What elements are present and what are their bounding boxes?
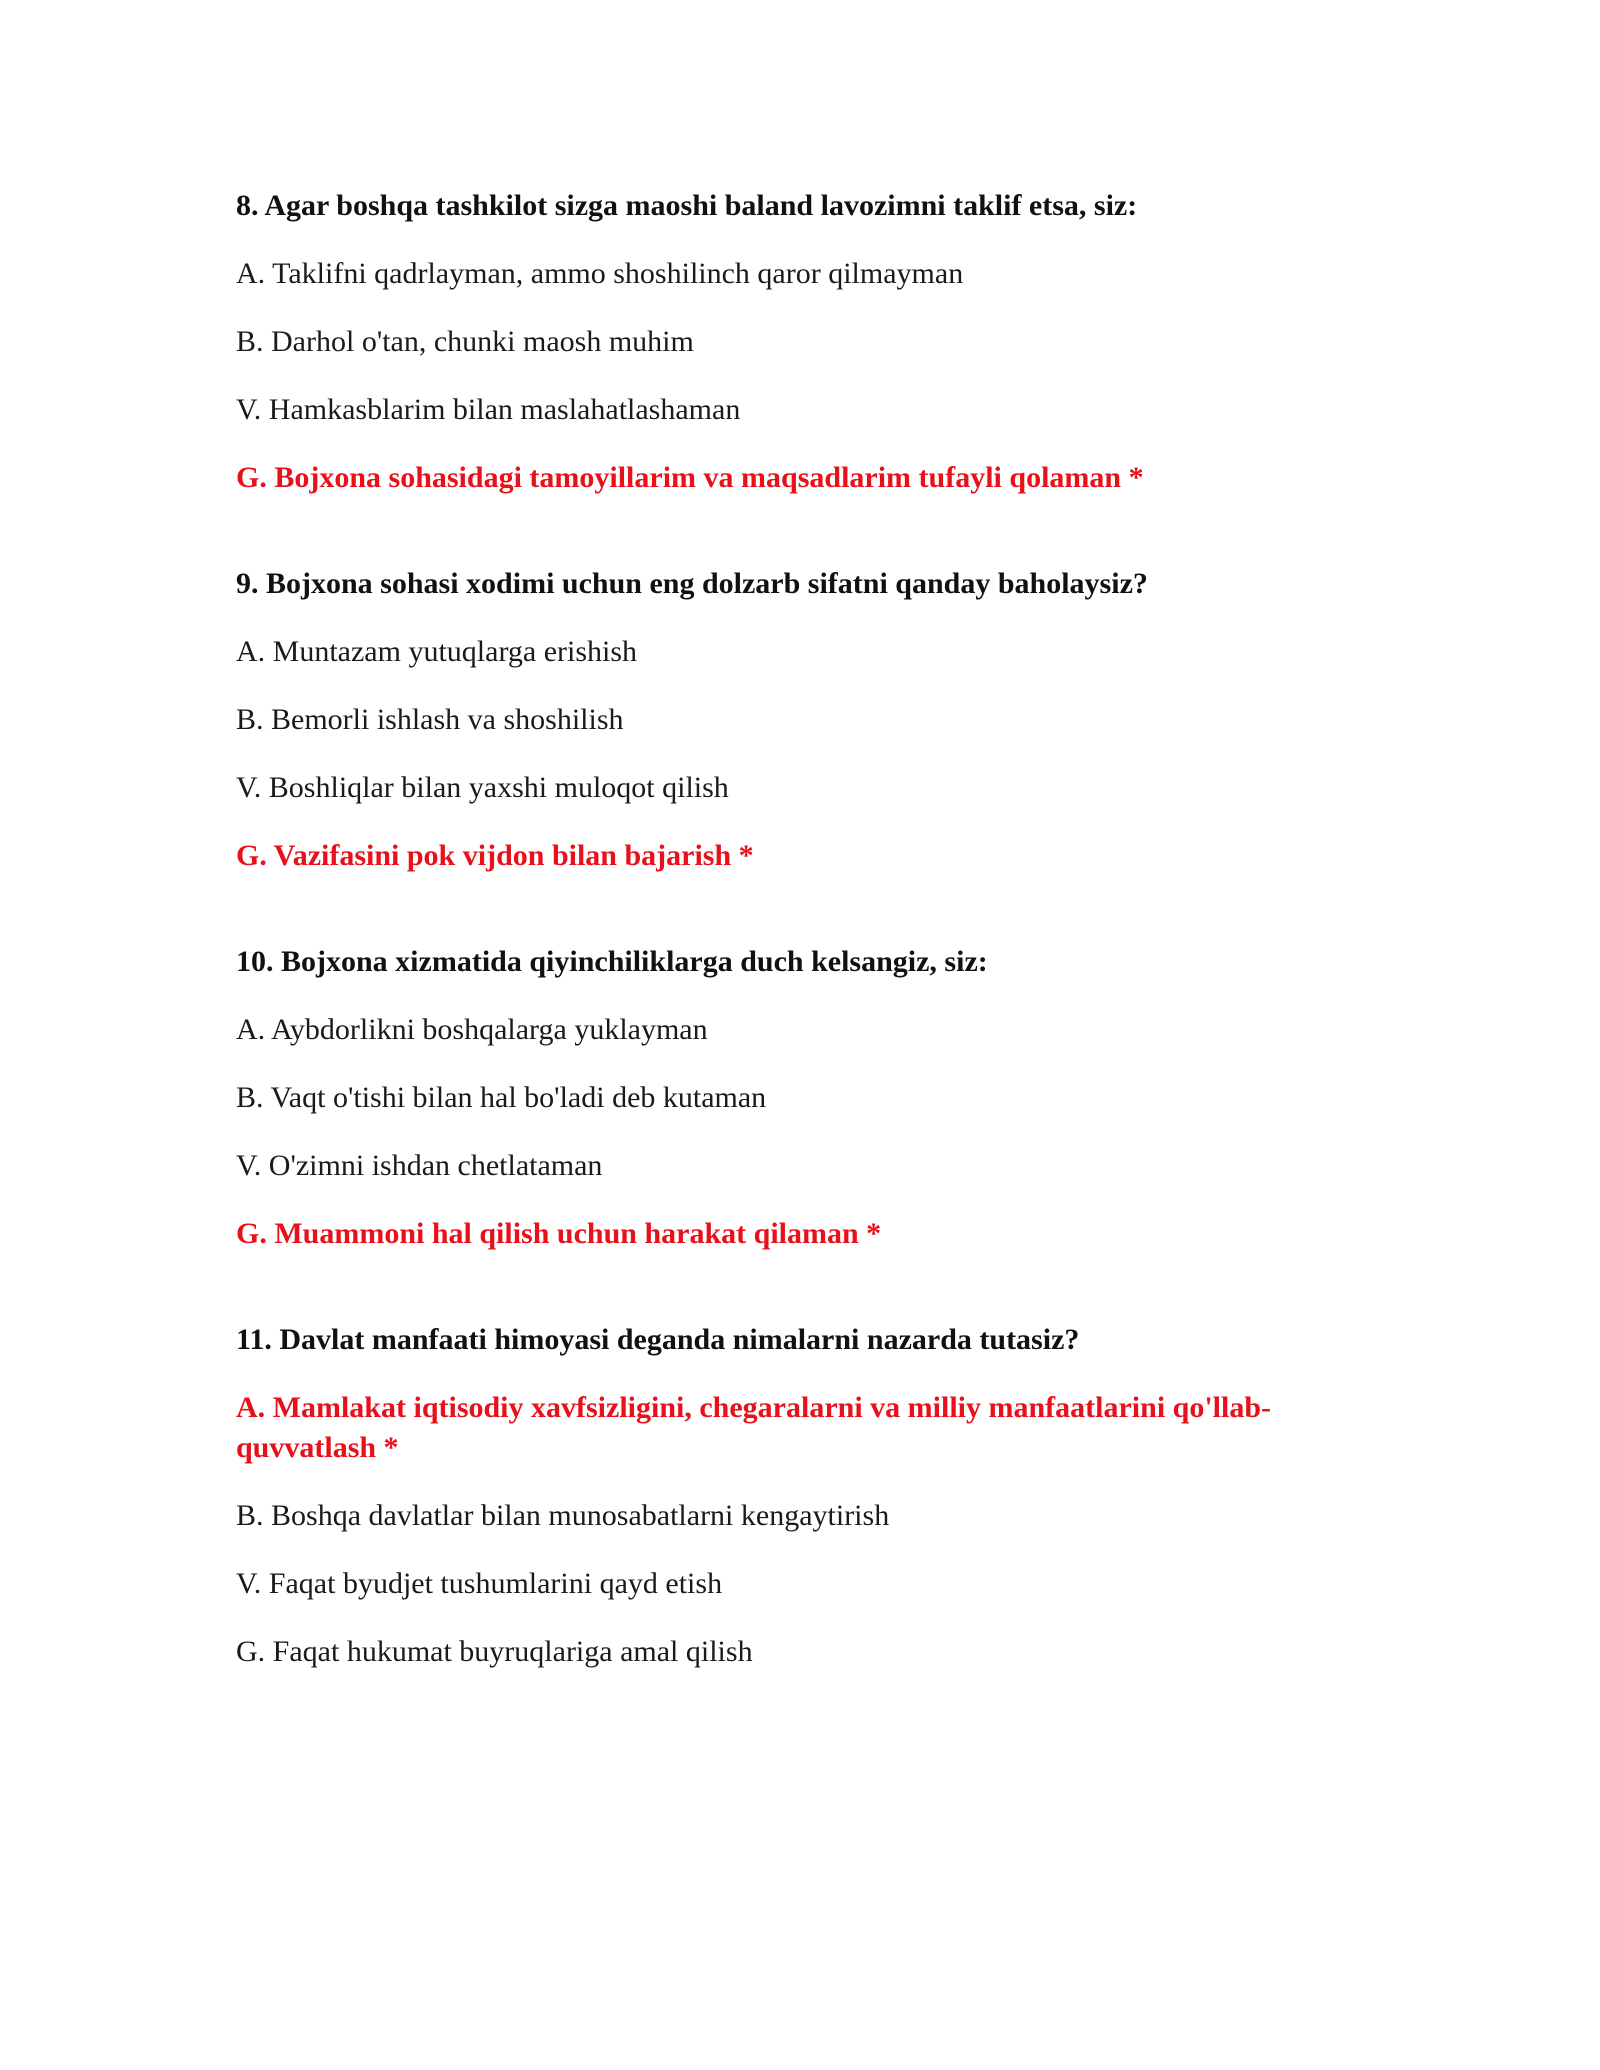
question-8 (236, 186, 1366, 498)
answer-option-g-correct: G. Vazifasini pok vijdon bilan bajarish * (236, 839, 754, 872)
question-9 (236, 564, 1366, 876)
answer-option-g: G. Faqat hukumat buyruqlariga amal qilish (236, 1635, 753, 1668)
answer-option-v: V. Hamkasblarim bilan maslahatlashaman (236, 393, 741, 426)
answer-option-g-correct: G. Muammoni hal qilish uchun harakat qilaman * (236, 1217, 882, 1250)
answer-option-g-correct: G. Bojxona sohasidagi tamoyillarim va maqsadlarim tufayli qolaman * (236, 461, 1144, 494)
answer-option-v: V. Faqat byudjet tushumlarini qayd etish (236, 1567, 723, 1600)
question-title: 10. Bojxona xizmatida qiyinchiliklarga duch kelsangiz, siz: (236, 945, 988, 978)
answer-option-a: A. Taklifni qadrlayman, ammo shoshilinch qaror qilmayman (236, 257, 964, 290)
answer-option-a-correct: A. Mamlakat iqtisodiy xavfsizligini, chegaralarni va milliy manfaatlarini qo'llab-quvvatlash * (236, 1391, 1272, 1464)
answer-option-b: B. Vaqt o'tishi bilan hal bo'ladi deb kutaman (236, 1081, 767, 1114)
document-content (236, 186, 1366, 1672)
question-10 (236, 942, 1366, 1254)
answer-option-a: A. Aybdorlikni boshqalarga yuklayman (236, 1013, 708, 1046)
question-title: 9. Bojxona sohasi xodimi uchun eng dolzarb sifatni qanday baholaysiz? (236, 567, 1148, 600)
answer-option-v: V. O'zimni ishdan chetlataman (236, 1149, 603, 1182)
answer-option-b: B. Boshqa davlatlar bilan munosabatlarni kengaytirish (236, 1499, 890, 1532)
question-title: 11. Davlat manfaati himoyasi deganda nimalarni nazarda tutasiz? (236, 1323, 1080, 1356)
answer-option-v: V. Boshliqlar bilan yaxshi muloqot qilish (236, 771, 729, 804)
question-11 (236, 1320, 1366, 1672)
answer-option-b: B. Bemorli ishlash va shoshilish (236, 703, 624, 736)
question-title: 8. Agar boshqa tashkilot sizga maoshi baland lavozimni taklif etsa, siz: (236, 189, 1138, 222)
answer-option-b: B. Darhol o'tan, chunki maosh muhim (236, 325, 694, 358)
answer-option-a: A. Muntazam yutuqlarga erishish (236, 635, 638, 668)
